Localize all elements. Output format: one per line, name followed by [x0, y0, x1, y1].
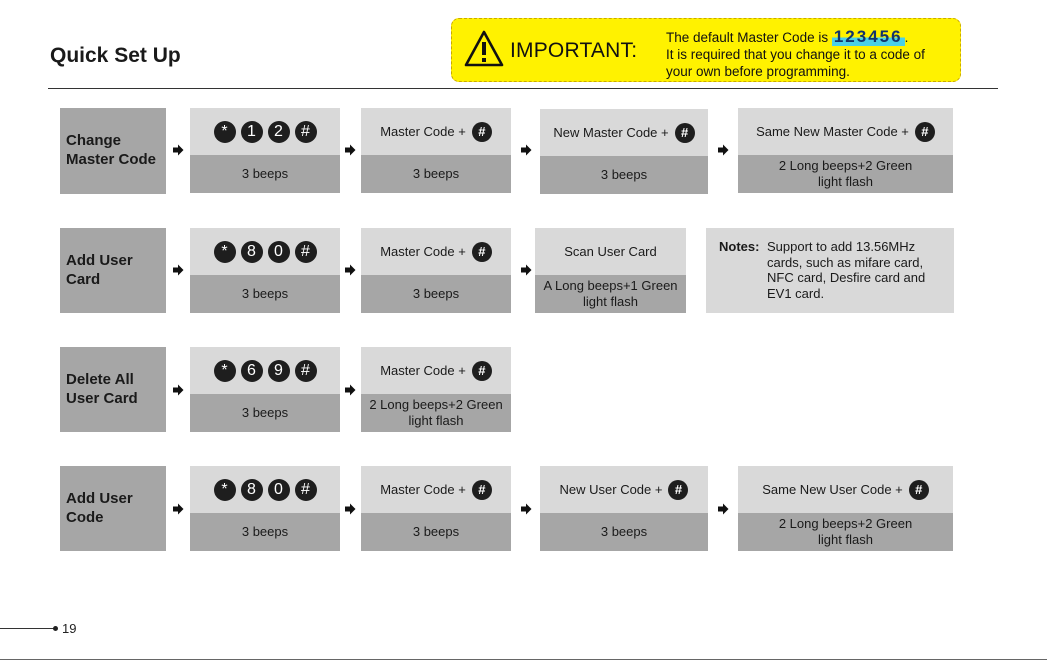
row-label-delete-cards [60, 347, 166, 432]
hash-key-icon: # [295, 121, 317, 143]
row-label-add-card [60, 228, 166, 313]
step-master-code [361, 347, 511, 432]
notes-line4: EV1 card. [767, 285, 825, 301]
row-label-line2: User Card [66, 390, 138, 407]
notes-text [767, 239, 947, 301]
step-instruction [361, 466, 511, 513]
notes-line2: cards, such as mifare card, [767, 254, 924, 270]
hash-key-icon: # [295, 241, 317, 263]
arrow-right-icon [344, 384, 356, 396]
warning-triangle-icon [464, 30, 504, 68]
step-master-code [361, 228, 511, 313]
step-instruction-text: Same New Master Code + [756, 124, 909, 139]
important-text [666, 28, 956, 80]
key-2: 2 [268, 121, 290, 143]
step-instruction [738, 108, 953, 155]
key-8: 8 [241, 241, 263, 263]
key-9: 9 [268, 360, 290, 382]
result-line1: 2 Long beeps+2 Green [369, 397, 503, 412]
key-6: 6 [241, 360, 263, 382]
row-label-change-master [60, 108, 166, 194]
result-line1: A Long beeps+1 Green [543, 278, 678, 293]
row-label-line1: Change [66, 132, 122, 149]
arrow-right-icon [344, 503, 356, 515]
important-label: IMPORTANT: [510, 39, 638, 62]
key-8: 8 [241, 479, 263, 501]
default-master-code: 123456 [833, 27, 903, 46]
step-scan-user-card [535, 228, 686, 313]
step-result [738, 155, 953, 193]
row-label-add-code [60, 466, 166, 551]
step-keys-delete-cards [190, 347, 340, 432]
step-instruction-text: Master Code + [380, 124, 466, 139]
page-number-line [0, 628, 54, 629]
step-result: 3 beeps [540, 156, 708, 194]
step-result: 3 beeps [190, 155, 340, 193]
arrow-right-icon [172, 144, 184, 156]
step-instruction-text: New User Code + [559, 482, 663, 497]
row-label-line1: Add User [66, 490, 133, 507]
important-line1-suffix: . [904, 30, 909, 45]
result-line1: 2 Long beeps+2 Green [778, 158, 913, 173]
key-1: 1 [241, 121, 263, 143]
page-title: Quick Set Up [50, 44, 181, 67]
key-0: 0 [268, 479, 290, 501]
result-line2: light flash [408, 413, 464, 428]
asterisk-key-icon: * [214, 121, 236, 143]
step-instruction-text: Master Code + [380, 363, 466, 378]
hash-key-icon: # [472, 480, 492, 500]
step-result: 3 beeps [190, 275, 340, 313]
title-divider [48, 88, 998, 89]
hash-key-icon: # [668, 480, 688, 500]
keypad-sequence [190, 347, 340, 394]
step-master-code [361, 108, 511, 193]
arrow-right-icon [172, 384, 184, 396]
step-instruction [540, 466, 708, 513]
row-label-line2: Master Code [66, 151, 157, 168]
arrow-right-icon [344, 144, 356, 156]
step-result [535, 275, 686, 313]
step-result [738, 513, 953, 551]
key-0: 0 [268, 241, 290, 263]
step-instruction [540, 109, 708, 156]
important-line2: It is required that you change it to a code of [666, 47, 925, 62]
step-same-new-master-code [738, 108, 953, 193]
hash-key-icon: # [472, 361, 492, 381]
asterisk-key-icon: * [214, 360, 236, 382]
keypad-sequence [190, 228, 340, 275]
step-instruction-text: Master Code + [380, 244, 466, 259]
arrow-right-icon [717, 144, 729, 156]
step-instruction [361, 228, 511, 275]
step-result: 3 beeps [190, 394, 340, 432]
asterisk-key-icon: * [214, 241, 236, 263]
step-result: 3 beeps [361, 155, 511, 193]
notes-box [706, 228, 954, 313]
step-instruction [361, 108, 511, 155]
important-notice [451, 18, 961, 82]
important-line1-prefix: The default Master Code is [666, 30, 832, 45]
step-instruction-text: Master Code + [380, 482, 466, 497]
step-result: 3 beeps [540, 513, 708, 551]
row-label-line1: Add User [66, 252, 133, 269]
hash-key-icon: # [472, 122, 492, 142]
step-result [361, 394, 511, 432]
bottom-divider [0, 659, 1047, 660]
result-line2: light flash [818, 174, 873, 189]
hash-key-icon: # [295, 479, 317, 501]
step-new-user-code [540, 466, 708, 551]
result-line2: light flash [818, 532, 873, 547]
arrow-right-icon [717, 503, 729, 515]
step-keys-add-code [190, 466, 340, 551]
row-label-line2: Card [66, 271, 101, 288]
page-number-dot [53, 626, 58, 631]
row-label-line1: Delete All [66, 371, 134, 388]
notes-line3: NFC card, Desfire card and [767, 270, 926, 285]
page-number: 19 [62, 621, 77, 636]
step-instruction-text: Same New User Code + [762, 482, 903, 497]
step-master-code [361, 466, 511, 551]
step-result: 3 beeps [361, 275, 511, 313]
result-line1: 2 Long beeps+2 Green [778, 516, 913, 531]
hash-key-icon: # [472, 242, 492, 262]
asterisk-key-icon: * [214, 479, 236, 501]
keypad-sequence [190, 108, 340, 155]
step-instruction: Scan User Card [535, 228, 686, 275]
arrow-right-icon [520, 144, 532, 156]
step-same-new-user-code [738, 466, 953, 551]
arrow-right-icon [520, 264, 532, 276]
step-new-master-code [540, 109, 708, 194]
arrow-right-icon [520, 503, 532, 515]
step-result: 3 beeps [361, 513, 511, 551]
hash-key-icon: # [915, 122, 935, 142]
step-result: 3 beeps [190, 513, 340, 551]
notes-label: Notes: [719, 239, 760, 254]
arrow-right-icon [172, 264, 184, 276]
result-line2: light flash [583, 294, 638, 309]
step-keys-change-master [190, 108, 340, 193]
keypad-sequence [190, 466, 340, 513]
step-instruction [738, 466, 953, 513]
row-label-line2: Code [66, 509, 104, 526]
important-line3: your own before programming. [666, 64, 850, 79]
notes-line1: Support to add 13.56MHz [767, 239, 916, 254]
hash-key-icon: # [675, 123, 695, 143]
arrow-right-icon [344, 264, 356, 276]
hash-key-icon: # [295, 360, 317, 382]
arrow-right-icon [172, 503, 184, 515]
step-instruction-text: New Master Code + [553, 125, 669, 140]
step-instruction [361, 347, 511, 394]
hash-key-icon: # [909, 480, 929, 500]
step-keys-add-card [190, 228, 340, 313]
